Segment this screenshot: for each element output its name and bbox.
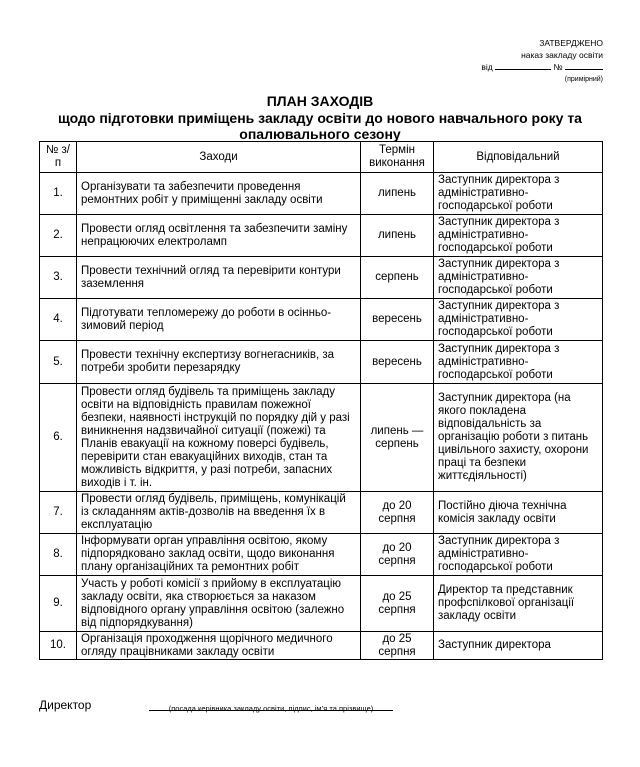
header-num: № з/п [40, 142, 77, 173]
approval-block [468, 38, 603, 85]
row-num: 2. [40, 215, 77, 257]
row-term: до 25 серпня [361, 576, 434, 632]
row-responsible: Заступник директора з адміністративно-господарської роботи [434, 299, 603, 341]
header-term: Термін виконання [361, 142, 434, 173]
row-num: 3. [40, 257, 77, 299]
row-term: до 20 серпня [361, 534, 434, 576]
row-action: Провести огляд будівель та приміщень закладу освіти на відповідність правилам пожежної безпеки, наявності інструкцій по порядку дій у разі виникнення надзвичайної ситуації (пожежі) та Планів евакуації на кожному поверсі будівель, перевірити стан евакуаційних виходів, стан та можливість відкриття, у разі потреби, запасних виходів і т. ін. [77, 384, 361, 492]
row-responsible: Заступник директора з адміністративно-господарської роботи [434, 173, 603, 215]
row-responsible: Заступник директора з адміністративно-господарської роботи [434, 257, 603, 299]
row-term: до 25 серпня [361, 632, 434, 660]
row-term: вересень [361, 341, 434, 384]
measures-table [39, 141, 603, 660]
table-header-row [40, 142, 603, 173]
table-row [40, 576, 603, 632]
document-subtitle: щодо підготовки приміщень закладу освіти до нового навчального року та опалювального сезону [58, 110, 582, 142]
header-action: Заходи [77, 142, 361, 173]
row-term: липень [361, 173, 434, 215]
row-num: 9. [40, 576, 77, 632]
row-responsible: Постійно діюча технічна комісія закладу освіти [434, 492, 603, 534]
table-row [40, 341, 603, 384]
row-num: 6. [40, 384, 77, 492]
approval-title: ЗАТВЕРДЖЕНО [539, 38, 603, 48]
table-row [40, 492, 603, 534]
row-action: Участь у роботі комісії з прийому в експлуатацію закладу освіти, яка створюється за наказом відповідного органу управління освітою (залежно від підпорядкування) [77, 576, 361, 632]
table-row [40, 173, 603, 215]
row-num: 8. [40, 534, 77, 576]
row-responsible: Заступник директора з адміністративно-господарської роботи [434, 341, 603, 384]
row-responsible: Заступник директора з адміністративно-господарської роботи [434, 215, 603, 257]
row-responsible: Заступник директора (на якого покладена відповідальність за організацію роботи з питань цивільного захисту, охорони праці та безпеки життєдіяльності) [434, 384, 603, 492]
row-responsible: Заступник директора з адміністративно-господарської роботи [434, 534, 603, 576]
table-row [40, 384, 603, 492]
document-title: ПЛАН ЗАХОДІВ [266, 93, 374, 109]
approval-order: наказ закладу освіти [521, 49, 603, 60]
row-term: вересень [361, 299, 434, 341]
row-term: липень [361, 215, 434, 257]
row-action: Провести технічну експертизу вогнегасників, за потреби зробити перезарядку [77, 341, 361, 384]
row-num: 5. [40, 341, 77, 384]
row-term: до 20 серпня [361, 492, 434, 534]
row-action: Організувати та забезпечити проведення ремонтних робіт у приміщенні закладу освіти [77, 173, 361, 215]
date-blank [495, 61, 551, 70]
table-row [40, 257, 603, 299]
approval-from-label: від [481, 62, 493, 72]
row-responsible: Директор та представник профспілкової організації закладу освіти [434, 576, 603, 632]
approval-date-line [468, 61, 603, 74]
row-action: Провести технічний огляд та перевірити контури заземлення [77, 257, 361, 299]
signature-label: Директор [39, 698, 92, 712]
header-responsible: Відповідальний [434, 142, 603, 173]
row-action: Організація проходження щорічного медичного огляду працівниками закладу освіти [77, 632, 361, 660]
table-row [40, 534, 603, 576]
approval-hint: (примірний) [564, 75, 603, 83]
signature-hint: (посада керівника закладу освіти, підпис, ім’я та прізвище) [168, 704, 374, 713]
row-num: 4. [40, 299, 77, 341]
row-term: серпень [361, 257, 434, 299]
table-row [40, 299, 603, 341]
row-action: Провести огляд будівель, приміщень, комунікацій із складанням актів-дозволів на введення їх в експлуатацію [77, 492, 361, 534]
row-action: Підготувати тепломережу до роботи в осінньо-зимовий період [77, 299, 361, 341]
row-action: Провести огляд освітлення та забезпечити заміну непрацюючих електроламп [77, 215, 361, 257]
row-num: 10. [40, 632, 77, 660]
row-responsible: Заступник директора [434, 632, 603, 660]
row-num: 7. [40, 492, 77, 534]
approval-number-label: № [553, 62, 563, 72]
table-row [40, 215, 603, 257]
row-action: Інформувати орган управління освітою, якому підпорядковано заклад освіти, щодо виконання плану організаційних та ремонтних робіт [77, 534, 361, 576]
row-num: 1. [40, 173, 77, 215]
number-blank [565, 61, 603, 70]
row-term: липень — серпень [361, 384, 434, 492]
table-row [40, 632, 603, 660]
